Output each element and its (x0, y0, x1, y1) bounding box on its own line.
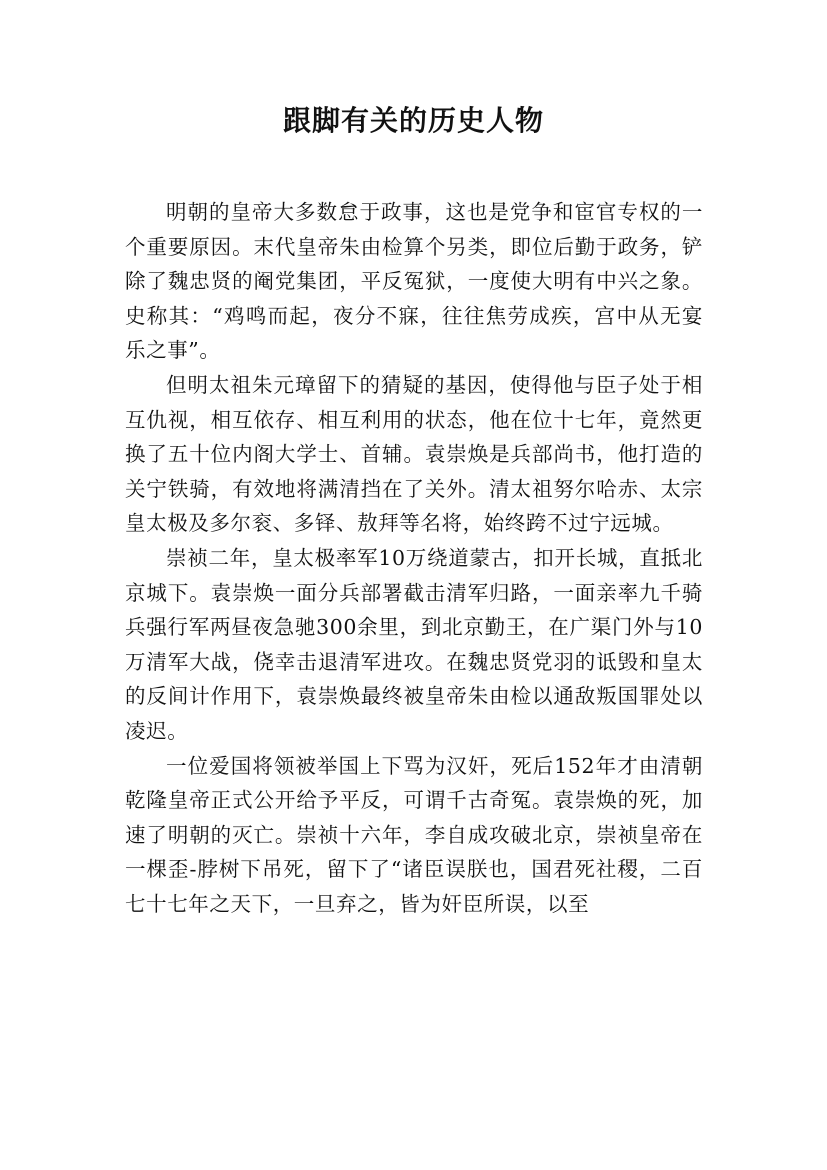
paragraph-3: 崇祯二年，皇太极率军10万绕道蒙古，扣开长城，直抵北京城下。袁崇焕一面分兵部署截击清军归路，一面亲率九千骑兵强行军两昼夜急驰300余里，到北京勤王，在广渠门外与10万清军大战，侥幸击退清军进攻。在魏忠贤党羽的诋毁和皇太的反间计作用下，袁崇焕最终被皇帝朱由检以通敌叛国罪处以凌迟。 (125, 545, 703, 743)
paragraph-2: 但明太祖朱元璋留下的猜疑的基因，使得他与臣子处于相互仇视，相互依存、相互利用的状态，他在位十七年，竟然更换了五十位内阁大学士、首辅。袁崇焕是兵部尚书，他打造的关宁铁骑，有效地将满清挡在了关外。清太祖努尔哈赤、太宗皇太极及多尔衮、多铎、敖拜等名将，始终跨不过宁远城。 (125, 372, 703, 536)
document-title: 跟脚有关的历史人物 (282, 104, 544, 137)
paragraph-1: 明朝的皇帝大多数怠于政事，这也是党争和宦官专权的一个重要原因。末代皇帝朱由检算个另类，即位后勤于政务，铲除了魏忠贤的阉党集团，平反冤狱，一度使大明有中兴之象。史称其：“鸡鸣而起，夜分不寐，往往焦劳成疾，宫中从无宴乐之事”。 (125, 200, 703, 363)
paragraph-4: 一位爱国将领被举国上下骂为汉奸，死后152年才由清朝乾隆皇帝正式公开给予平反，可谓千古奇冤。袁崇焕的死，加速了明朝的灭亡。崇祯十六年，李自成攻破北京，崇祯皇帝在一棵歪-脖树下吊死，留下了“诸臣误朕也，国君死社稷，二百七十七年之天下，一旦弃之，皆为奸臣所误，以至 (125, 753, 703, 916)
document-body (125, 195, 703, 921)
